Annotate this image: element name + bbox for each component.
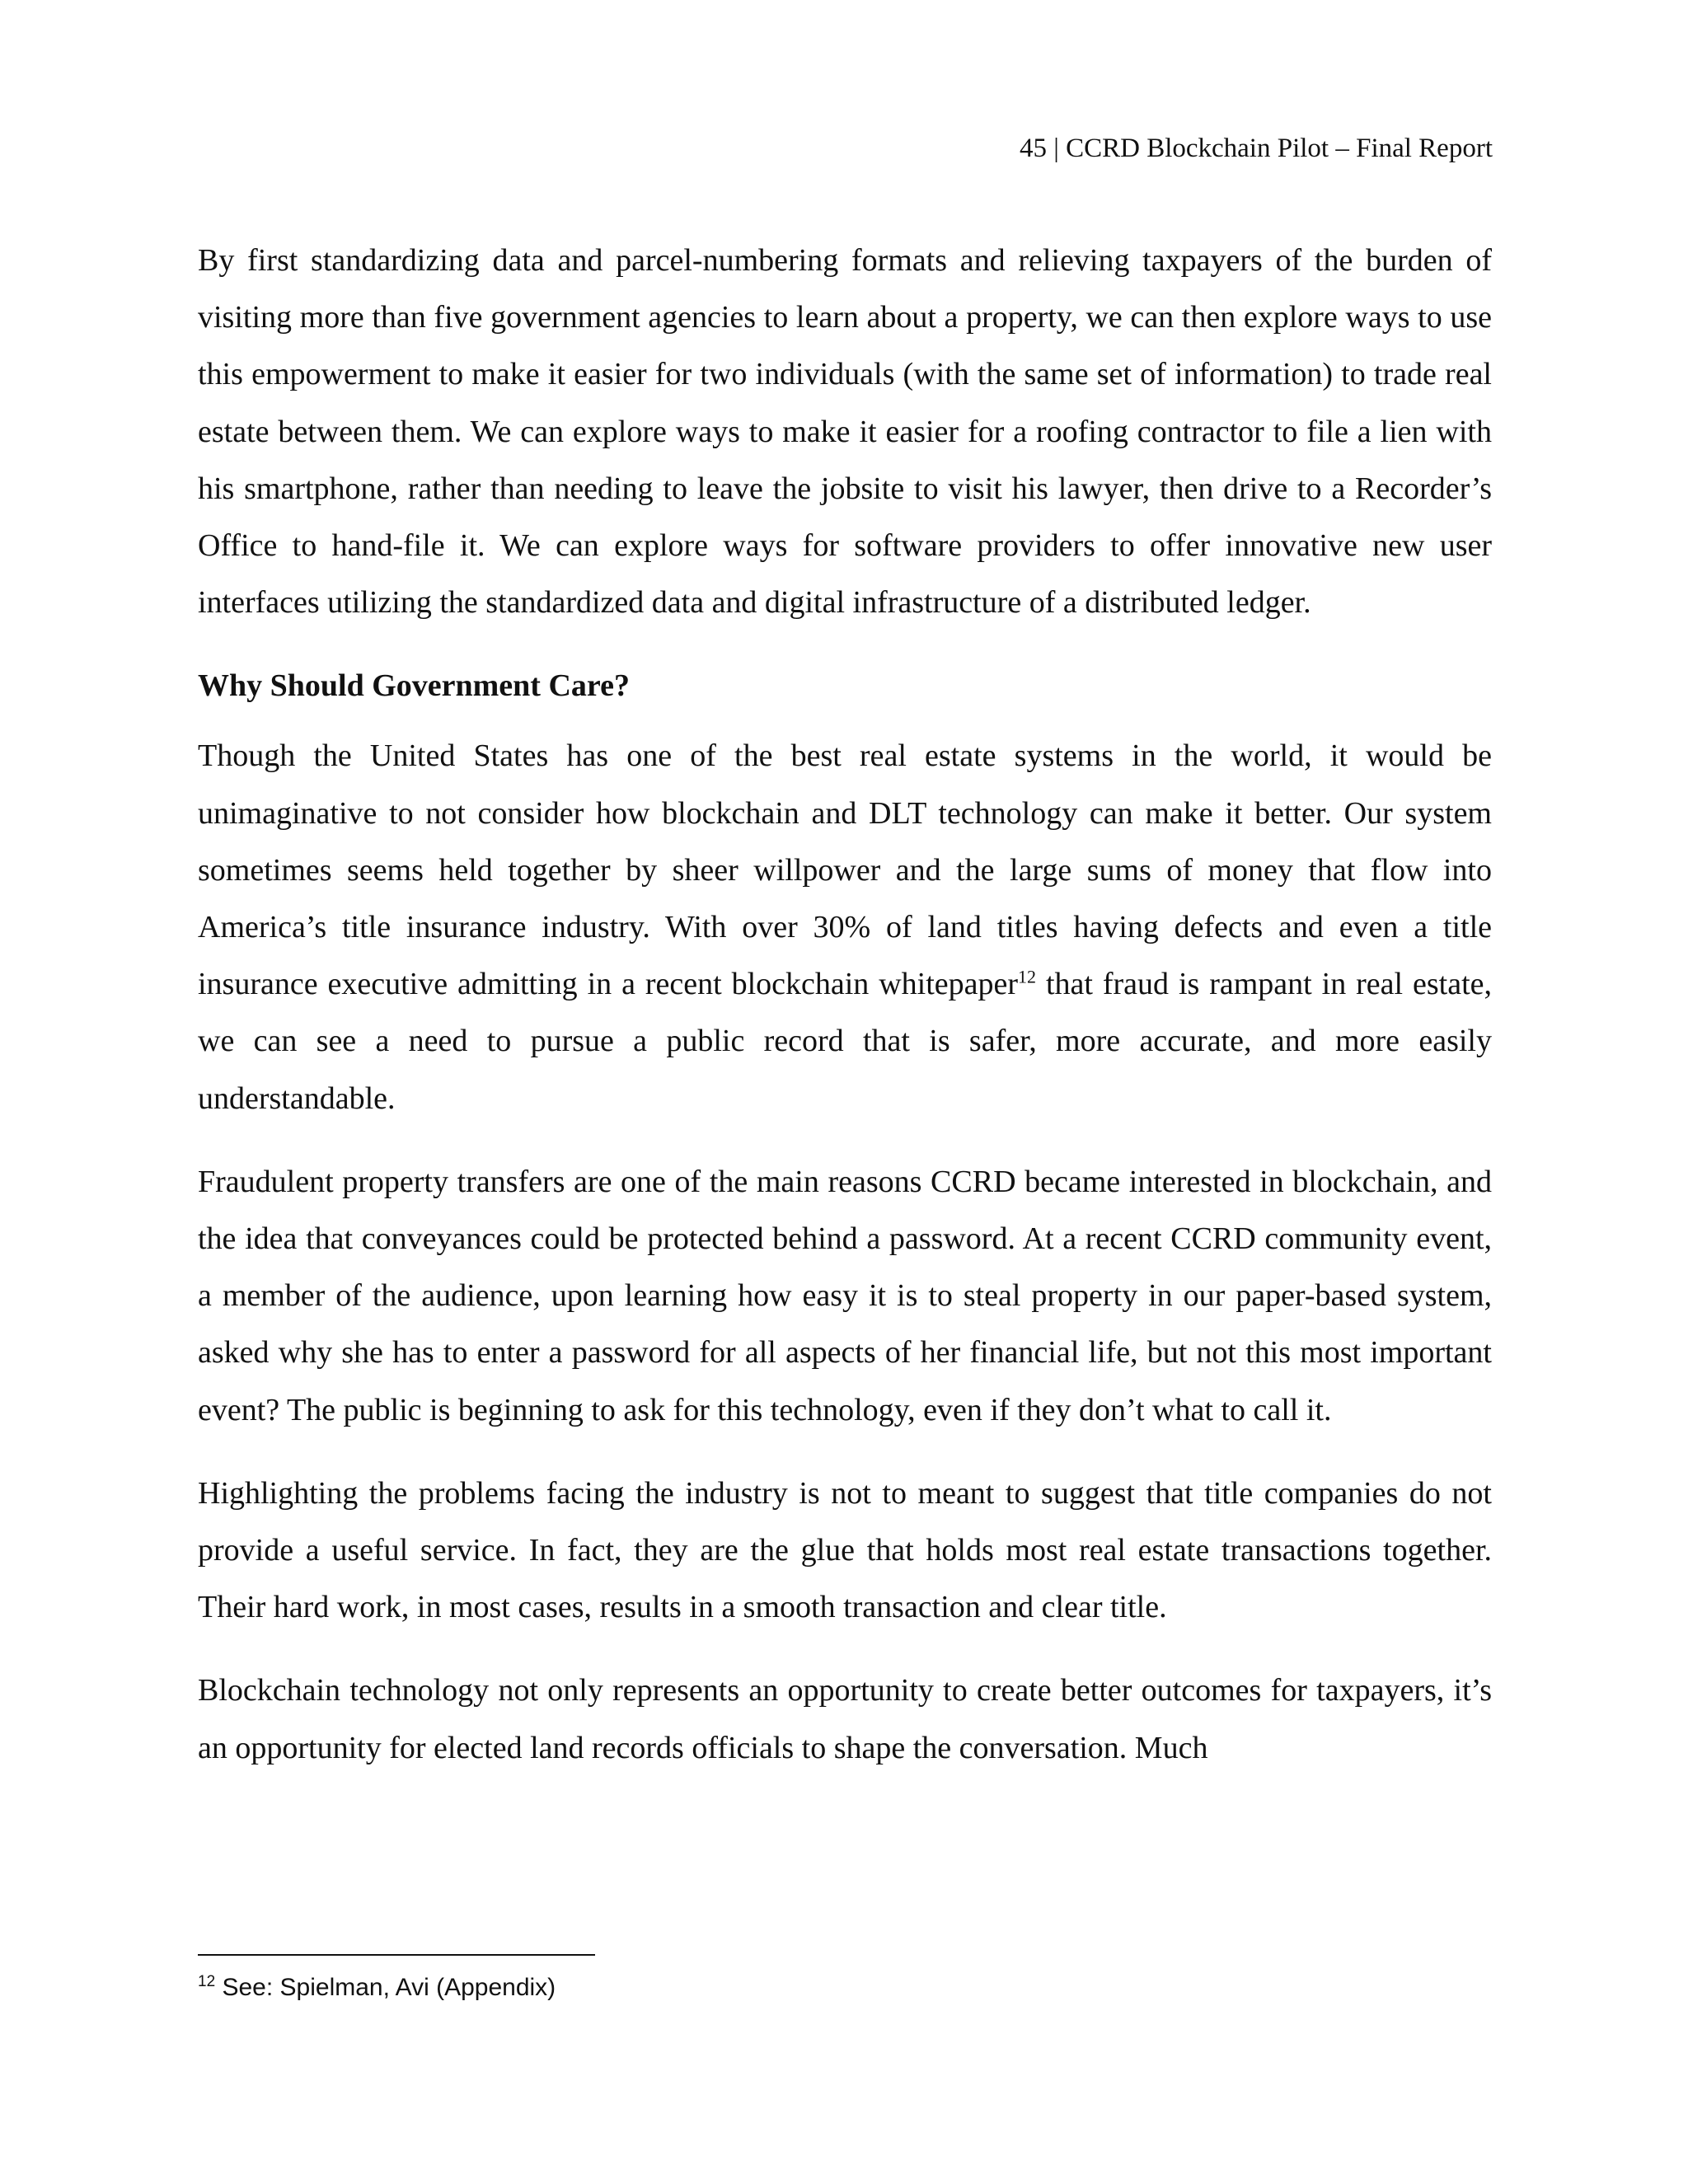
- paragraph-4: Highlighting the problems facing the industry is not to meant to suggest that title companies do not provide a useful service. In fact, they are the glue that holds most real estate transactions together. Their hard work, in most cases, results in a smooth transaction and clear title.: [198, 1475, 1492, 1625]
- paragraph-1: By first standardizing data and parcel-numbering formats and relieving taxpayers of the burden of visiting more than five government agencies to learn about a property, we can then explore ways to use this empowerment to make it easier for two individuals (with the same set of information) to trade real estate between them. We can explore ways to make it easier for a roofing contractor to file a lien with his smartphone, rather than needing to leave the jobsite to visit his lawyer, then drive to a Recorder’s Office to hand-file it. We can explore ways for software providers to offer innovative new user interfaces utilizing the standardized data and digital infrastructure of a distributed ledger.: [198, 243, 1492, 621]
- footnote-number: 12: [198, 1973, 216, 1990]
- paragraph-5: Blockchain technology not only represents an opportunity to create better outcomes for taxpayers, it’s an opportunity for elected land records officials to shape the conversation. Much: [198, 1673, 1492, 1765]
- footnote-separator: [198, 1954, 595, 1956]
- footnote-reference: 12: [1018, 966, 1037, 987]
- footnote: [198, 1971, 556, 2004]
- paragraph-2-text-a: Though the United States has one of the best real estate systems in the world, it would be unimaginative to not consider how blockchain and DLT technology can make it better. Our system sometimes seems held together by sheer willpower and the large sums of money that flow into America’s title insurance industry. With over 30% of land titles having defects and even a title insurance executive admitting in a recent blockchain whitepaper: [198, 738, 1492, 1002]
- paragraph-3: Fraudulent property transfers are one of the main reasons CCRD became interested in blockchain, and the idea that conveyances could be protected behind a password. At a recent CCRD community event, a member of the audience, upon learning how easy it is to steal property in our paper-based system, asked why she has to enter a password for all aspects of her financial life, but not this most important event? The public is beginning to ask for this technology, even if they don’t what to call it.: [198, 1164, 1492, 1427]
- section-heading: Why Should Government Care?: [198, 668, 630, 704]
- running-header: 45 | CCRD Blockchain Pilot – Final Report: [1019, 134, 1493, 163]
- paragraph-2-text-b: that fraud is rampant in real estate, we can see a need to pursue a public record that is safer, more accurate, and more easily understandable.: [198, 967, 1493, 1116]
- body-text: [198, 232, 1492, 1803]
- footnote-text: See: Spielman, Avi (Appendix): [215, 1974, 556, 2001]
- paragraph-2: [198, 728, 1492, 1127]
